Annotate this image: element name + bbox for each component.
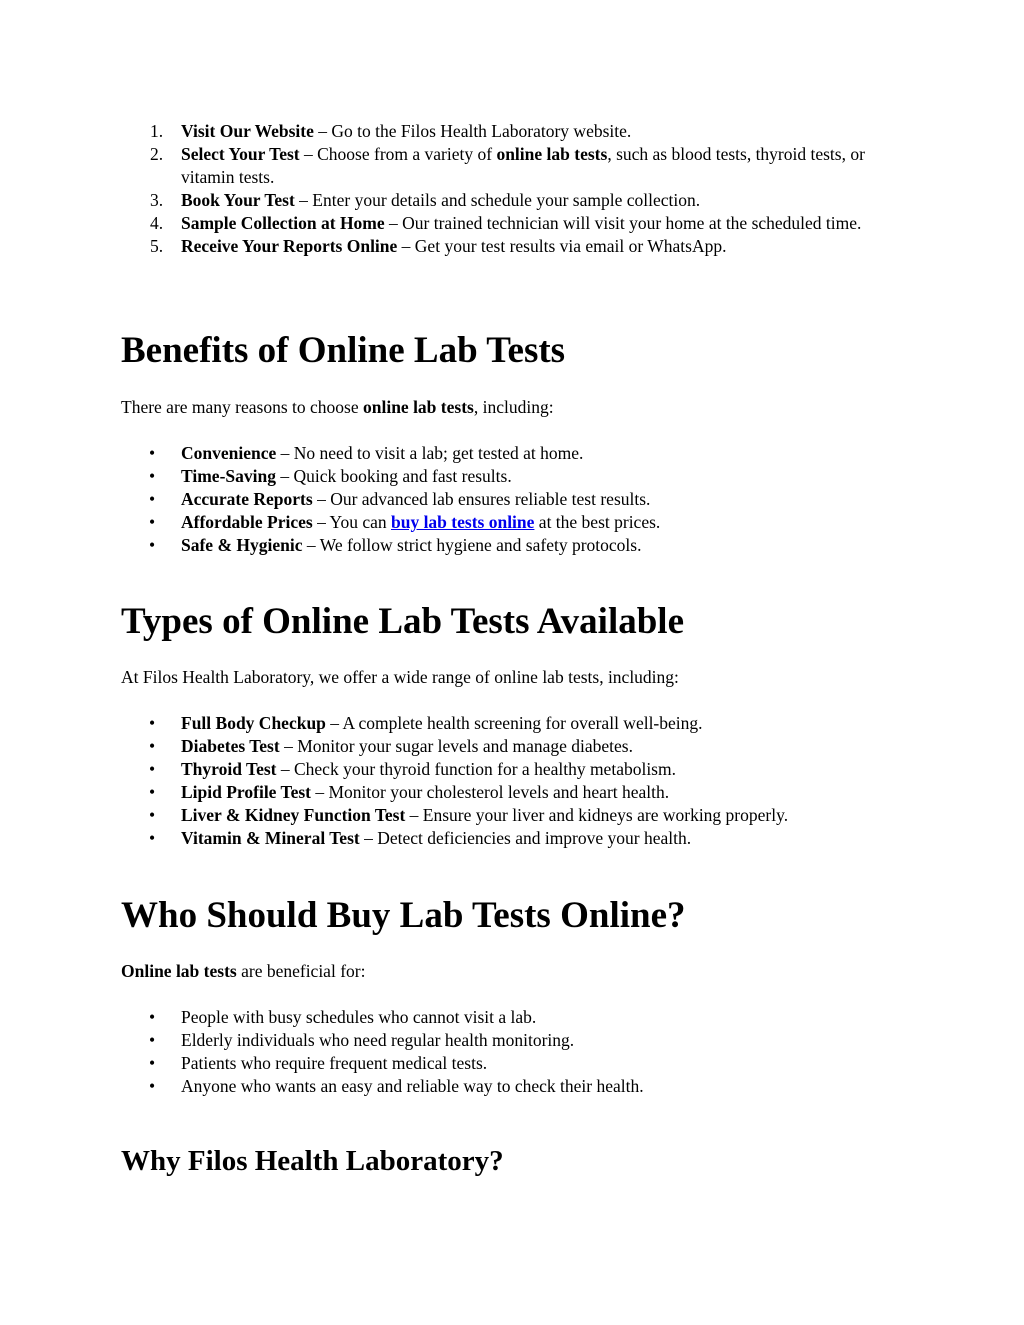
bullet: • — [149, 782, 156, 802]
types-intro: At Filos Health Laboratory, we offer a wide range of online lab tests, including: — [121, 667, 679, 687]
list-item — [121, 712, 911, 735]
step-number: 3. — [150, 190, 164, 210]
bullet: • — [149, 1007, 156, 1027]
bullet: • — [149, 805, 156, 825]
item-text: at the best prices. — [534, 512, 661, 532]
item-text: – Monitor your cholesterol levels and heart health. — [310, 782, 670, 802]
item-text: – A complete health screening for overall well-being. — [325, 713, 703, 733]
bullet: • — [149, 759, 156, 779]
intro-text: are beneficial for: — [236, 961, 366, 981]
item-title: Safe & Hygienic — [181, 535, 303, 555]
step-text: – Go to the Filos Health Laboratory website. — [313, 121, 632, 141]
step-number: 5. — [150, 236, 164, 256]
list-item — [121, 1052, 911, 1075]
list-item — [121, 804, 911, 827]
list-item — [121, 442, 911, 465]
item-text: – We follow strict hygiene and safety protocols. — [302, 535, 642, 555]
benefits-heading: Benefits of Online Lab Tests — [121, 330, 566, 371]
item-text: Elderly individuals who need regular health monitoring. — [181, 1030, 575, 1050]
steps-list — [121, 120, 911, 258]
step-number: 2. — [150, 144, 164, 164]
step-text: – Enter your details and schedule your sample collection. — [294, 190, 701, 210]
item-text: Patients who require frequent medical tests. — [181, 1053, 488, 1073]
intro-emphasis: Online lab tests — [121, 961, 237, 981]
step-number: 4. — [150, 213, 164, 233]
item-text: – Quick booking and fast results. — [275, 466, 512, 486]
item-text: People with busy schedules who cannot visit a lab. — [181, 1007, 537, 1027]
step-item — [121, 235, 911, 258]
list-item — [121, 1075, 911, 1098]
list-item — [121, 465, 911, 488]
item-title: Time-Saving — [181, 466, 276, 486]
who-intro — [121, 960, 365, 983]
step-title: Sample Collection at Home — [181, 213, 385, 233]
item-title: Lipid Profile Test — [181, 782, 311, 802]
bullet: • — [149, 736, 156, 756]
bullet: • — [149, 489, 156, 509]
intro-emphasis: online lab tests — [362, 397, 474, 417]
step-text: – Get your test results via email or WhatsApp. — [397, 236, 727, 256]
step-emphasis: online lab tests — [496, 144, 608, 164]
item-text: Anyone who wants an easy and reliable way to check their health. — [181, 1076, 644, 1096]
item-title: Vitamin & Mineral Test — [181, 828, 360, 848]
item-text: – Monitor your sugar levels and manage diabetes. — [279, 736, 633, 756]
list-item — [121, 758, 911, 781]
item-title: Diabetes Test — [181, 736, 280, 756]
buy-lab-tests-link[interactable]: buy lab tests online — [390, 512, 535, 532]
item-title: Accurate Reports — [181, 489, 313, 509]
step-number: 1. — [150, 121, 164, 141]
item-text: – Our advanced lab ensures reliable test results. — [312, 489, 651, 509]
list-item — [121, 735, 911, 758]
why-heading: Why Filos Health Laboratory? — [121, 1145, 504, 1177]
bullet: • — [149, 512, 156, 532]
step-text: – Our trained technician will visit your home at the scheduled time. — [384, 213, 862, 233]
who-heading: Who Should Buy Lab Tests Online? — [121, 895, 686, 936]
step-title: Receive Your Reports Online — [181, 236, 398, 256]
step-item — [121, 120, 911, 143]
list-item — [121, 1006, 911, 1029]
bullet: • — [149, 828, 156, 848]
bullet: • — [149, 466, 156, 486]
who-list — [121, 1006, 911, 1098]
intro-text: There are many reasons to choose — [121, 397, 363, 417]
intro-text: , including: — [473, 397, 554, 417]
step-title: Select Your Test — [181, 144, 300, 164]
bullet: • — [149, 1053, 156, 1073]
item-text: – You can — [312, 512, 391, 532]
item-title: Affordable Prices — [181, 512, 313, 532]
step-text: – Choose from a variety of — [299, 144, 497, 164]
list-item — [121, 781, 911, 804]
list-item — [121, 488, 911, 511]
bullet: • — [149, 1076, 156, 1096]
list-item — [121, 827, 911, 850]
step-item — [121, 143, 911, 189]
bullet: • — [149, 535, 156, 555]
benefits-list — [121, 442, 911, 557]
bullet: • — [149, 713, 156, 733]
step-title: Book Your Test — [181, 190, 295, 210]
step-item — [121, 189, 911, 212]
list-item — [121, 511, 911, 534]
list-item — [121, 534, 911, 557]
types-heading: Types of Online Lab Tests Available — [121, 601, 685, 642]
item-text: – Detect deficiencies and improve your health. — [359, 828, 692, 848]
item-text: – Check your thyroid function for a healthy metabolism. — [276, 759, 676, 779]
item-title: Full Body Checkup — [181, 713, 326, 733]
item-title: Convenience — [181, 443, 277, 463]
step-item — [121, 212, 911, 235]
step-title: Visit Our Website — [181, 121, 314, 141]
benefits-intro — [121, 396, 554, 419]
item-title: Thyroid Test — [181, 759, 277, 779]
bullet: • — [149, 1030, 156, 1050]
item-text: – Ensure your liver and kidneys are working properly. — [405, 805, 789, 825]
step-text: , such as blood tests, thyroid tests, or vitamin tests. — [181, 144, 865, 187]
types-list — [121, 712, 911, 850]
list-item — [121, 1029, 911, 1052]
item-title: Liver & Kidney Function Test — [181, 805, 406, 825]
bullet: • — [149, 443, 156, 463]
item-text: – No need to visit a lab; get tested at home. — [276, 443, 584, 463]
